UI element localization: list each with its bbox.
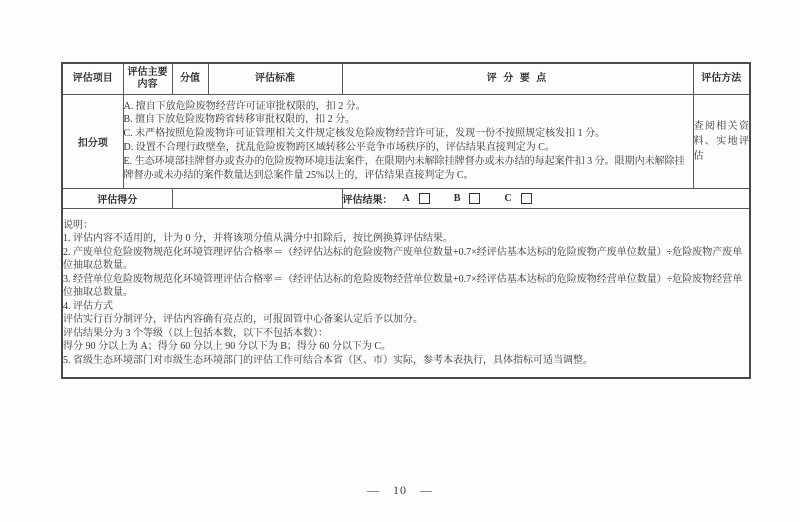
score-label: 评估得分: [62, 188, 172, 208]
header-eval-standard: 评估标准: [208, 63, 342, 94]
note-5: 5. 省级生态环境部门对市级生态环境部门的评估工作可结合本省（区、市）实际，参考本表执行，具体指标可适当调整。: [63, 354, 593, 366]
header-score-value: 分值: [172, 63, 208, 94]
notes-title: 说明：: [63, 219, 93, 231]
note-2: 2. 产废单位危险废物规范化环境管理评估合格率＝（经评估达标的危险废物产废单位数量+0.7×经评估基本达标的危险废物产废单位数量）÷危险废物产废单位抽取总数量。: [63, 246, 743, 271]
option-b-letter: B: [453, 192, 461, 204]
evaluation-table: [61, 62, 751, 379]
eval-method-cell: 查阅相关资料、实地评估: [693, 94, 750, 188]
checkbox-c[interactable]: [521, 193, 532, 204]
result-cell: [342, 188, 750, 208]
score-row: [62, 188, 750, 208]
result-option-a: [403, 193, 430, 204]
point-c: C. 未严格按照危险废物许可证管理相关文件规定核发危险废物经营许可证，发现一份不按照规定核发扣 1 分。: [123, 128, 606, 140]
point-b: B. 擅自下放危险废物跨省转移审批权限的，扣 2 分。: [123, 114, 356, 126]
score-input-cell[interactable]: [172, 188, 342, 208]
option-a-letter: A: [402, 192, 410, 204]
result-option-c: [504, 193, 531, 204]
header-scoring-points: 评 分 要 点: [342, 63, 693, 94]
note-1: 1. 评估内容不适用的，计为 0 分，并将该项分值从满分中扣除后，按比例换算评估结果。: [63, 233, 453, 244]
note-4: 4. 评估方式: [63, 300, 113, 312]
deduction-item-label: 扣分项: [62, 94, 123, 188]
header-eval-item: 评估项目: [62, 63, 123, 94]
notes-row: [62, 208, 750, 378]
note-4c: 得分 90 分以上为 A；得分 60 分以上 90 分以下为 B；得分 60 分以下为 C。: [63, 341, 392, 352]
notes-cell: [62, 208, 750, 378]
note-3: 3. 经营单位危险废物规范化环境管理评估合格率＝（经评估达标的危险废物经营单位数量+0.7×经评估基本达标的危险废物经营单位数量）÷危险废物经营单位抽取总数量。: [63, 273, 743, 298]
result-label: 评估结果：: [342, 194, 393, 206]
point-a: A. 擅自下放危险废物经营许可证审批权限的，扣 2 分。: [123, 100, 366, 112]
option-c-letter: C: [504, 192, 512, 204]
page-number: — 10 —: [367, 483, 433, 497]
point-e: E. 生态环境部挂牌督办或查办的危险废物环境违法案件，在限期内未解除挂牌督办或未办结的每起案件扣 3 分。限期内未解除挂牌督办或未办结的案件数量达到总案件量 25%以上的，评估结果直接判定为 C。: [123, 155, 685, 181]
header-eval-main-content: 评估主要内容: [123, 63, 172, 94]
table-header-row: [62, 63, 750, 94]
deduction-row: [62, 94, 750, 188]
header-eval-method: 评估方法: [693, 63, 750, 94]
deduction-points-cell: [123, 94, 693, 188]
note-4b: 评估结果分为 3 个等级（以上包括本数，以下不包括本数）：: [63, 327, 328, 339]
checkbox-b[interactable]: [469, 193, 480, 204]
result-option-b: [454, 193, 481, 204]
note-4a: 评估实行百分制评分，评估内容确有亮点的，可报固管中心备案认定后予以加分。: [63, 314, 423, 325]
checkbox-a[interactable]: [419, 193, 430, 204]
point-d: D. 设置不合理行政壁垒，扰乱危险废物跨区域转移公平竞争市场秩序的，评估结果直接判定为 C。: [123, 142, 555, 153]
